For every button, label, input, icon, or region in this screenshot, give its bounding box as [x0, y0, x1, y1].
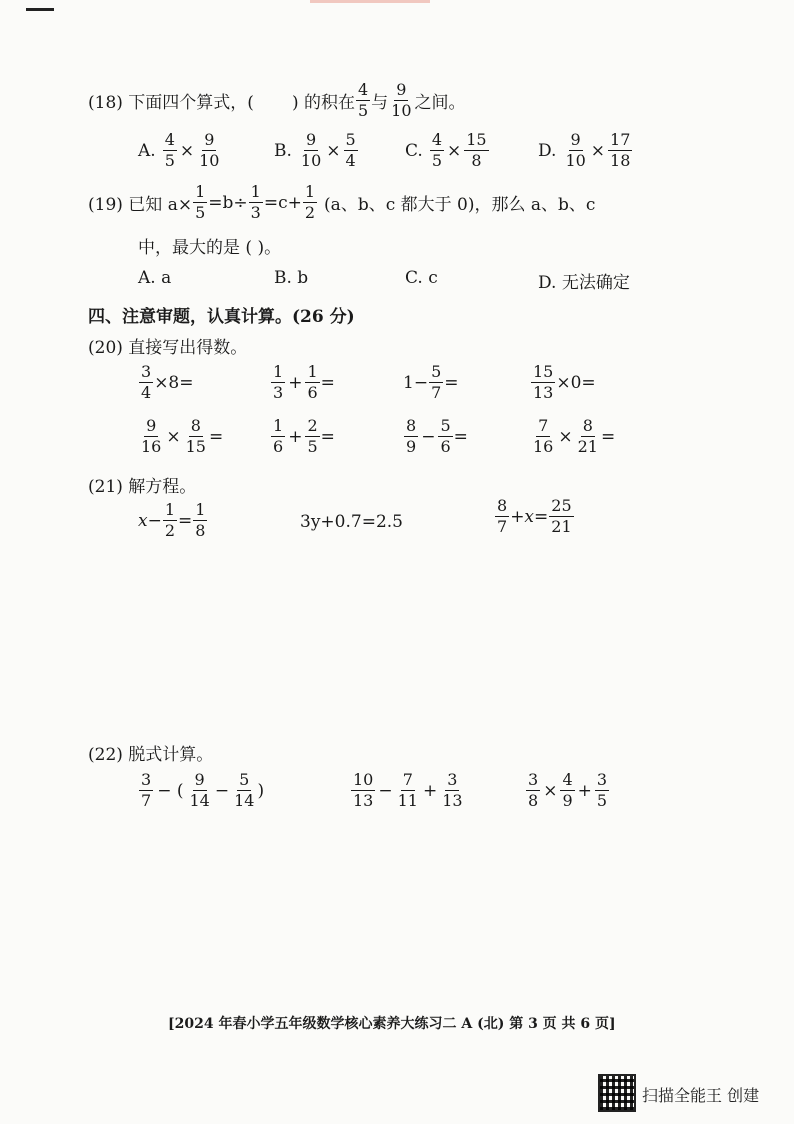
q22-e3: $\frac{3}{8}$ × $\frac{4}{9}$ + $\frac{3}{5}$ [528, 770, 608, 810]
q19-line2: 中，最大的是 ( )。 [138, 238, 282, 258]
q18-option-b: B. $\frac{9}{10}$ × $\frac{5}{4}$ [274, 130, 356, 170]
q22-e1: $\frac{3}{7}$ − ( $\frac{9}{14}$ − $\frac{5}{14}$ ) [141, 770, 265, 810]
q19-option-d: D. 无法确定 [538, 273, 630, 293]
q19-stem: (19) 已知 a× $\frac{1}{5}$ =b÷ $\frac{1}{3}$ =c+ $\frac{1}{2}$ (a、b、c 都大于 0)，那么 a、b、c [88, 182, 596, 222]
q18-option-d: D. $\frac{9}{10}$ × $\frac{17}{18}$ [538, 130, 631, 170]
fraction: $\frac{9}{10}$ [391, 80, 412, 120]
fraction: $\frac{4}{5}$ [357, 80, 369, 120]
qr-code-icon [598, 1074, 636, 1112]
scanner-watermark: 扫描全能王 创建 [642, 1086, 760, 1105]
q20-r2-c2: $\frac{1}{6}$ + $\frac{2}{5}$ = [273, 416, 335, 456]
q20-r1-c2: $\frac{1}{3}$ + $\frac{1}{6}$ = [273, 362, 335, 402]
q20-title: (20) 直接写出得数。 [88, 338, 248, 358]
q21-eq2: 3y+0.7=2.5 [300, 512, 403, 532]
q18-option-c: C. $\frac{4}{5}$ × $\frac{15}{8}$ [405, 130, 487, 170]
q21-title: (21) 解方程。 [88, 477, 197, 497]
q20-r2-c3: $\frac{8}{9}$ − $\frac{5}{6}$ = [406, 416, 468, 456]
q20-r1-c3: 1− $\frac{5}{7}$ = [403, 362, 459, 402]
q19-option-a: A. a [138, 268, 172, 288]
page-footer: [2024 年春小学五年级数学核心素养大练习二 A (北) 第 3 页 共 6 页] [168, 1016, 616, 1032]
q22-e2: $\frac{10}{13}$ − $\frac{7}{11}$ + $\frac{3}{13}$ [353, 770, 463, 810]
q20-r2-c1: $\frac{9}{16}$ × $\frac{8}{15}$ = [141, 416, 224, 456]
q20-r2-c4: $\frac{7}{16}$ × $\frac{8}{21}$ = [533, 416, 616, 456]
q19-option-b: B. b [274, 268, 309, 288]
top-smudge [310, 0, 430, 3]
q20-r1-c1: $\frac{3}{4}$ ×8= [141, 362, 194, 402]
section-heading: 四、注意审题，认真计算。(26 分) [88, 307, 355, 327]
q18-stem: (18) 下面四个算式，( ) 的积在 $\frac{4}{5}$ 与 $\frac{9}{10}$ 之间。 [88, 80, 466, 120]
q20-r1-c4: $\frac{15}{13}$ ×0= [533, 362, 596, 402]
q22-title: (22) 脱式计算。 [88, 745, 214, 765]
q21-eq1: x− $\frac{1}{2}$ = $\frac{1}{8}$ [138, 500, 206, 540]
q19-option-c: C. c [405, 268, 438, 288]
q18-option-a: A. $\frac{4}{5}$ × $\frac{9}{10}$ [138, 130, 220, 170]
q21-eq3: $\frac{8}{7}$ +x= $\frac{25}{21}$ [497, 496, 572, 536]
corner-mark [26, 8, 54, 11]
